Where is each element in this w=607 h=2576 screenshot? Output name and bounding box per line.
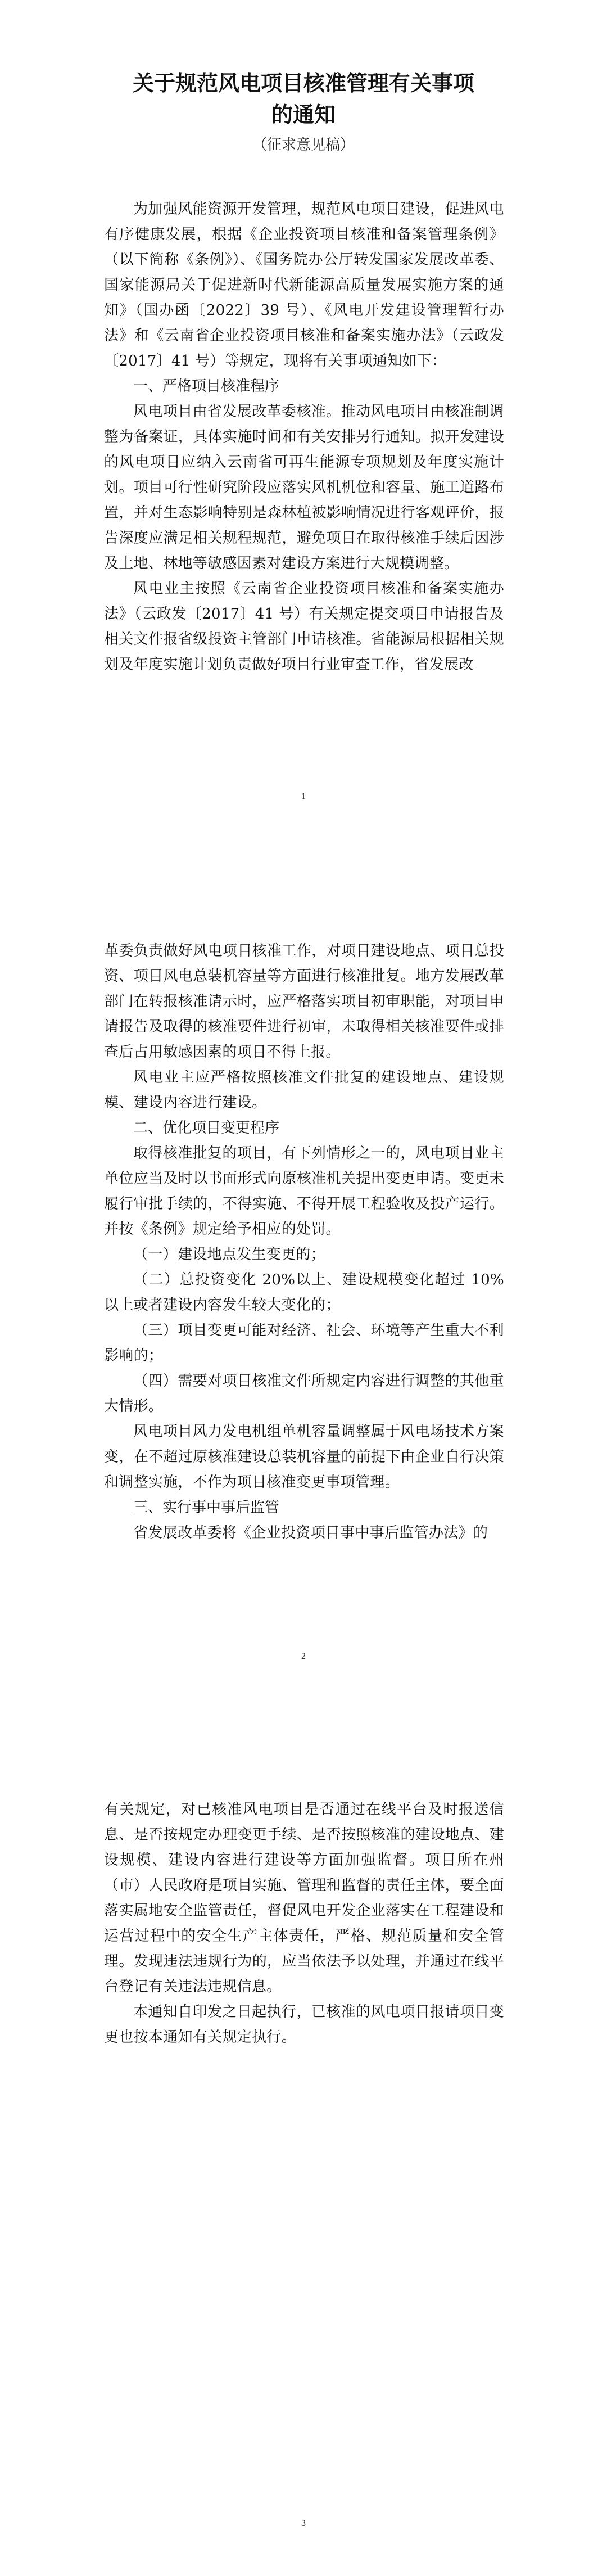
page-1-body: [104, 197, 504, 678]
section-1-paragraph-3: 风电业主应严格按照核准文件批复的建设地点、建设规模、建设内容进行建设。: [104, 1069, 504, 1111]
intro-paragraph: 为加强风能资源开发管理，规范风电项目建设，促进风电有序健康发展，根据《企业投资项目核准和备案管理条例》（以下简称《条例》）、《国务院办公厅转发国家发展改革委、国家能源局关于促进新时代新能源高质量发展实施方案的通知》（国办函〔2022〕39 号）、《风电开发建设管理暂行办法》和《云南省企业投资项目核准和备案实施办法》（云政发〔2017〕41 号）等规定，现将有关事项通知如下：: [104, 201, 504, 369]
section-1-paragraph-1: 风电项目由省发展改革委核准。推动风电项目由核准制调整为备案证，具体实施时间和有关安排另行通知。拟开发建设的风电项目应纳入云南省可再生能源专项规划及年度实施计划。项目可行性研究阶段应落实风机机位和容量、施工道路布置，并对生态影响特别是森林植被影响情况进行客观评价，报告深度应满足相关规程规范，避免项目在取得核准手续后因涉及土地、林地等敏感因素对建设方案进行大规模调整。: [104, 403, 504, 572]
list-item: （二）总投资变化 20%以上、建设规模变化超过 10%以上或者建设内容发生较大变化的；: [104, 1271, 504, 1314]
list-item: （一）建设地点发生变更的；: [133, 1246, 325, 1263]
page-2-body: [104, 939, 504, 1546]
document-page-2: [0, 859, 607, 1717]
list-item: （三）项目变更可能对经济、社会、环境等产生重大不利影响的；: [104, 1322, 504, 1364]
list-item: （四）需要对项目核准文件所规定内容进行调整的其他重大情形。: [104, 1373, 504, 1415]
section-heading-3: 三、实行事中事后监管: [133, 1499, 280, 1516]
section-3-paragraph-1-continued: 有关规定，对已核准风电项目是否通过在线平台及时报送信息、是否按规定办理变更手续、是否按照核准的建设地点、建设规模、建设内容进行建设等方面加强监督。项目所在州（市）人民政府是项目实施、管理和监督的责任主体，要全面落实属地安全监管责任，督促风电开发企业落实在工程建设和运营过程中的安全生产主体责任，严格、规范质量和安全管理。发现违法违规行为的，应当依法予以处理，并通过在线平台登记有关违法违规信息。: [104, 1801, 504, 1995]
page-number: 3: [301, 2519, 306, 2528]
page-number: 1: [301, 792, 306, 801]
section-3-paragraph-1-start: 省发展改革委将《企业投资项目事中事后监管办法》的: [133, 1524, 488, 1541]
section-2-paragraph-2: 风电项目风力发电机组单机容量调整属于风电场技术方案变，在不超过原核准建设总装机容量的前提下由企业自行决策和调整实施，不作为项目核准变更事项管理。: [104, 1423, 504, 1491]
section-1-paragraph-2-continued: 革委负责做好风电项目核准工作，对项目建设地点、项目总投资、项目风电总装机容量等方面进行核准批复。地方发展改革部门在转报核准请示时，应严格落实项目初审职能，对项目申请报告及取得的核准要件进行初审，未取得相关核准要件或排查后占用敏感因素的项目不得上报。: [104, 942, 504, 1061]
section-heading-1: 一、严格项目核准程序: [133, 378, 280, 395]
closing-paragraph: 本通知自印发之日起执行，已核准的风电项目报请项目变更也按本通知有关规定执行。: [104, 2004, 504, 2046]
document-subtitle: （征求意见稿）: [252, 137, 355, 154]
section-2-paragraph-1: 取得核准批复的项目，有下列情形之一的，风电项目业主单位应当及时以书面形式向原核准机关提出变更申请。变更未履行审批手续的，不得实施、不得开展工程验收及投产运行。并按《条例》规定给予相应的处罚。: [104, 1145, 504, 1238]
section-heading-2: 二、优化项目变更程序: [133, 1120, 280, 1136]
section-1-paragraph-2-start: 风电业主按照《云南省企业投资项目核准和备案实施办法》（云政发〔2017〕41 号）有关规定提交项目申请报告及相关文件报省级投资主管部门申请核准。省能源局根据相关规划及年度实施计划负责做好项目行业审查工作，省发展改: [104, 580, 504, 673]
document-page-1: [0, 0, 607, 859]
page-3-body: [104, 1797, 504, 2050]
document-page-3: [0, 1717, 607, 2576]
page-number: 2: [301, 1652, 306, 1661]
document-title-line-2: 的通知: [271, 102, 336, 127]
document-title-line-1: 关于规范风电项目核准管理有关事项: [132, 71, 474, 96]
